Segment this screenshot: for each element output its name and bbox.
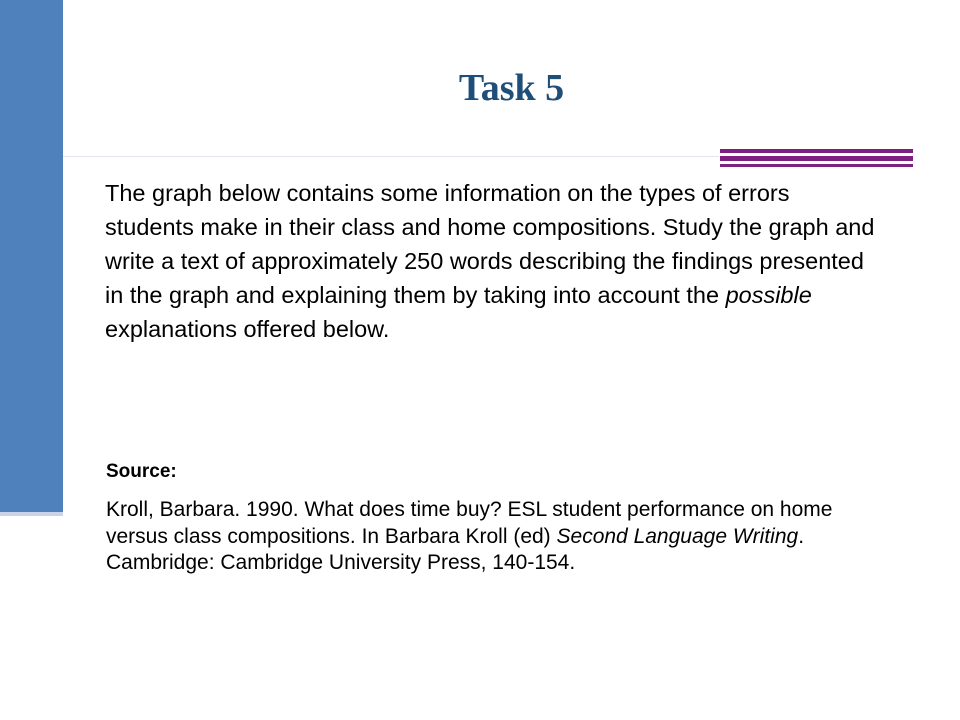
citation-text-1: Kroll, Barbara. 1990. What does time buy? ESL student performance on home versus class compositions. In Barbara Kroll (ed) <box>106 498 833 548</box>
accent-stripes <box>720 149 913 169</box>
task-instructions <box>105 176 880 346</box>
side-accent-bar <box>0 0 63 512</box>
instructions-italic: possible <box>725 282 812 308</box>
citation-text-2: . Cambridge: Cambridge University Press, 140-154. <box>106 524 805 574</box>
accent-stripe <box>720 156 913 161</box>
instructions-text-1: The graph below contains some information on the types of errors students make in their class and home compositions. Study the graph and write a text of approximately 250 words describing the findings presented in the graph and explaining them by taking into account the <box>105 180 875 308</box>
citation-book-title: Second Language Writing <box>556 524 799 548</box>
accent-stripe <box>720 149 913 153</box>
source-label: Source: <box>106 461 177 482</box>
title-divider <box>63 156 719 157</box>
title-rule-left <box>40 156 63 158</box>
source-citation <box>106 497 896 577</box>
side-accent-bar-shadow <box>0 512 63 516</box>
accent-stripe <box>720 164 913 167</box>
instructions-text-2: explanations offered below. <box>105 316 390 342</box>
slide-title: Task 5 <box>458 67 565 109</box>
